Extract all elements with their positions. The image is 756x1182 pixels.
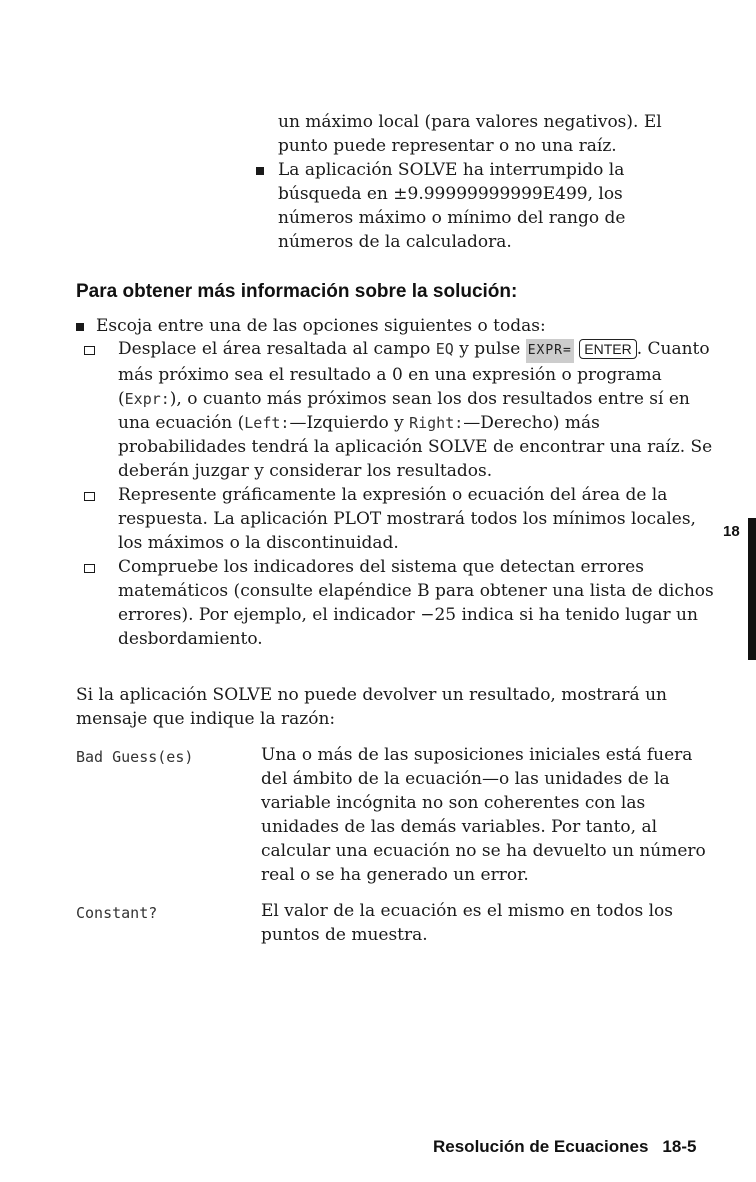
choose-line [76,314,736,338]
footer-title: Resolución de Ecuaciones [433,1137,649,1156]
expr-label: Expr: [124,390,170,408]
hollow-square-bullet-icon [84,564,95,573]
hollow-square-bullet-icon [84,346,95,355]
bullet-text: La aplicación SOLVE ha interrumpido la búsqueda en ±9.99999999999E499, los números máximo o mínimo del rango de números de la calculadora. [278,160,626,252]
enter-key-icon: ENTER [579,339,636,359]
hollow-square-bullet-icon [84,492,95,501]
softkey-label: EXPR= [526,339,574,363]
result-paragraph: Si la aplicación SOLVE no puede devolver un resultado, mostrará un mensaje que indique la razón: [76,685,667,729]
option-item: Desplace el área resaltada al campo EQ y pulse EXPR= ENTER . Cuanto más próximo sea el resultado a 0 en una expresión o programa (Expr:), o cuanto más próximos sean los dos resultados entre sí en una ecuación (Left:—Izquierdo y Right:—Derecho) más probabilidades tendrá la aplicación SOLVE de encontrar una raíz. Se deberán juzgar y considerar los resultados. [82,337,722,483]
square-bullet-icon [256,167,264,175]
continuation-text: un máximo local (para valores negativos). El punto puede representar o no una raíz. [278,112,662,156]
chapter-tab-bar [748,518,756,660]
top-block [278,110,698,254]
square-bullet-icon [76,323,84,331]
field-name: EQ [435,340,454,358]
message-description: El valor de la ecuación es el mismo en todos los puntos de muestra. [261,901,673,945]
message-description: Una o más de las suposiciones iniciales está fuera del ámbito de la ecuación—o las unidades de la variable incógnita no son coherentes con las unidades de las demás variables. Por tanto, al calcular una ecuación no se ha devuelto un número real o se ha generado un error. [261,745,706,885]
bullet-item [278,158,698,254]
page-footer [433,1137,696,1157]
choose-text: Escoja entre una de las opciones siguientes o todas: [96,316,546,336]
right-label: Right: [409,414,464,432]
message-term: Bad Guess(es) [76,748,194,766]
left-label: Left: [244,414,290,432]
page-number: 18-5 [662,1137,697,1156]
message-term: Constant? [76,904,158,922]
chapter-tab-number: 18 [723,523,740,540]
section-heading: Para obtener más información sobre la solución: [76,281,518,302]
options-list [82,337,722,651]
option-item: Compruebe los indicadores del sistema que detectan errores matemáticos (consulte elapéndice B para obtener una lista de dichos errores). Por ejemplo, el indicador −25 indica si ha tenido lugar un desbordamiento. [82,555,722,651]
option-item: Represente gráficamente la expresión o ecuación del área de la respuesta. La aplicación PLOT mostrará todos los mínimos locales, los máximos o la discontinuidad. [82,483,722,555]
